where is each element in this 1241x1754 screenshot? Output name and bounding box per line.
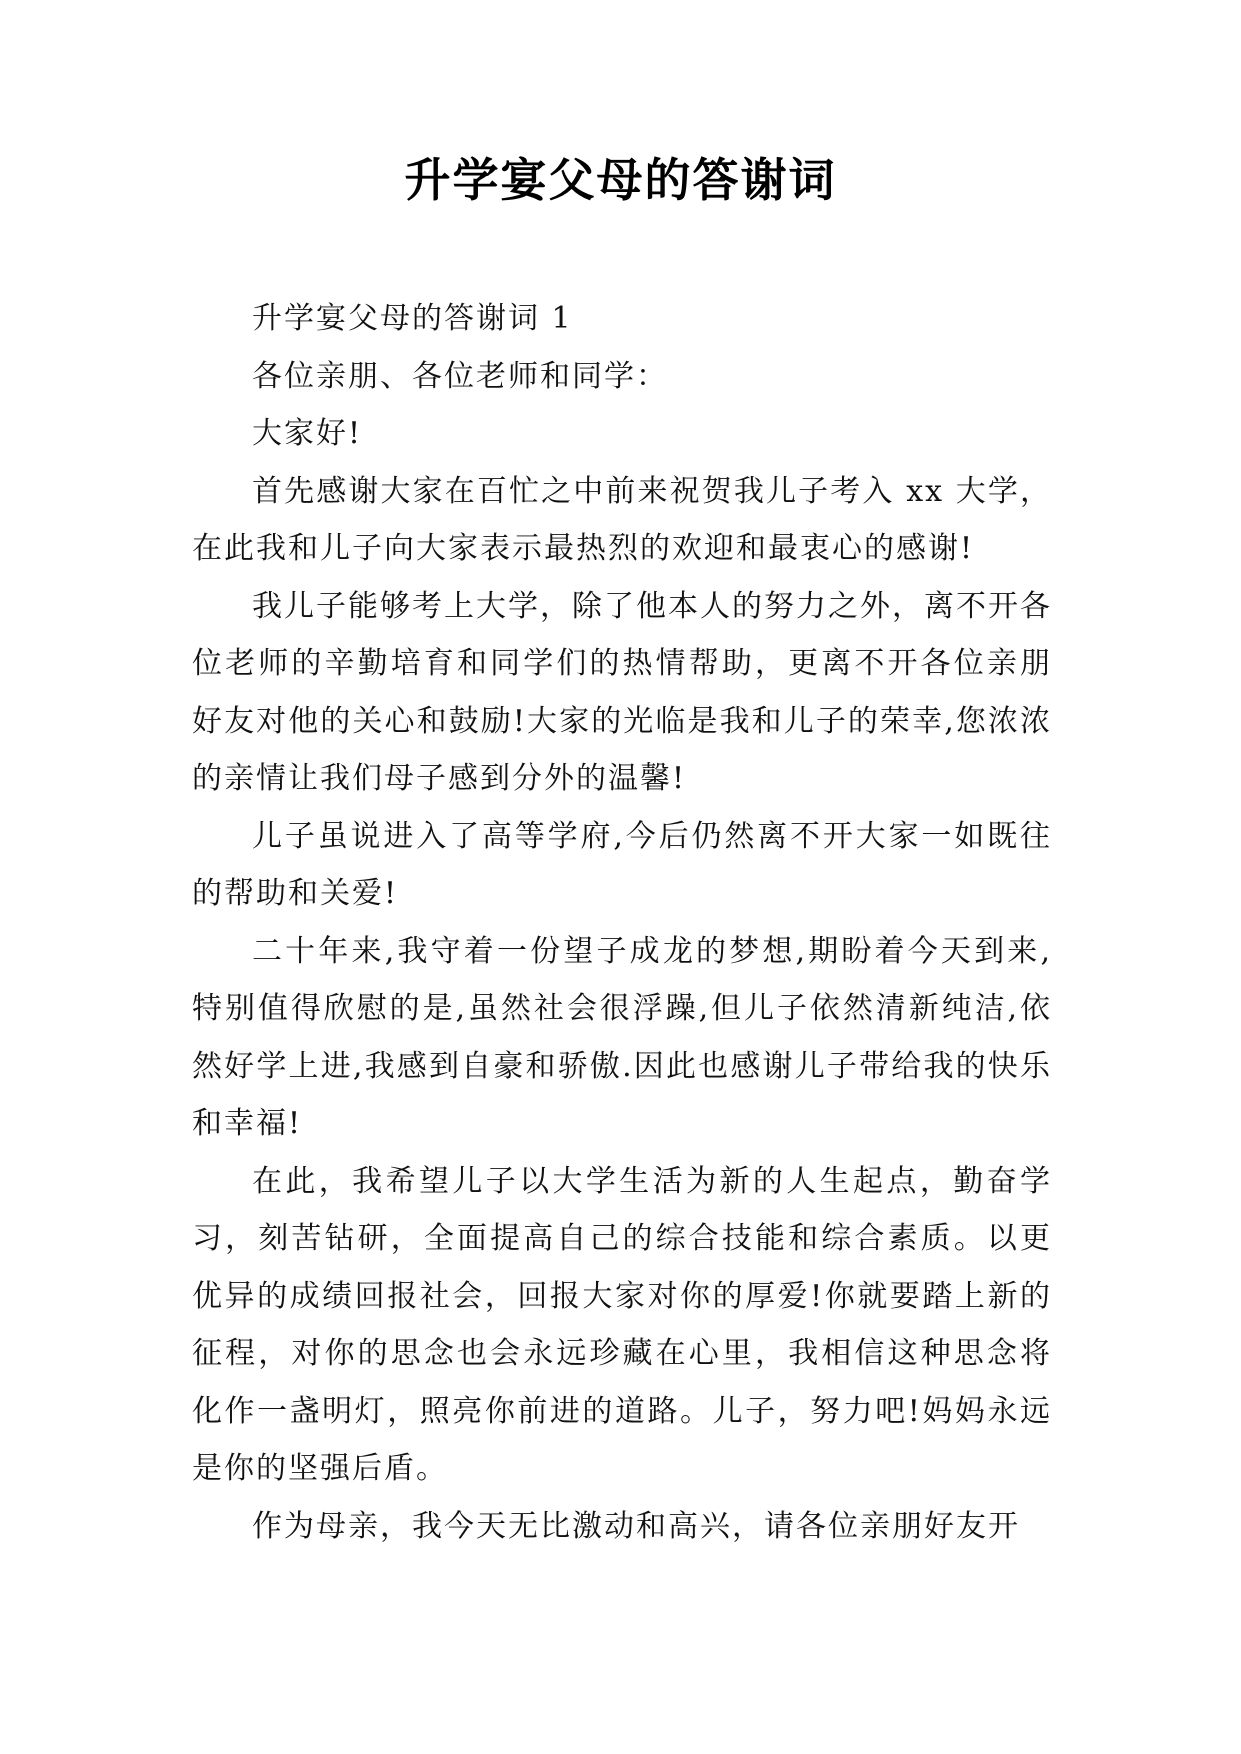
paragraph: 在此，我希望儿子以大学生活为新的人生起点，勤奋学习，刻苦钻研，全面提高自己的综合技能和综合素质。以更优异的成绩回报社会，回报大家对你的厚爱!你就要踏上新的征程，对你的思念也会永远珍藏在心里，我相信这种思念将化作一盏明灯，照亮你前进的道路。儿子，努力吧!妈妈永远是你的坚强后盾。 <box>192 1163 1052 1486</box>
paragraph: 二十年来,我守着一份望子成龙的梦想,期盼着今天到来,特别值得欣慰的是,虽然社会很浮躁,但儿子依然清新纯洁,依然好学上进,我感到自豪和骄傲.因此也感谢儿子带给我的快乐和幸福! <box>192 933 1052 1141</box>
paragraph: 我儿子能够考上大学，除了他本人的努力之外，离不开各位老师的辛勤培育和同学们的热情帮助，更离不开各位亲朋好友对他的关心和鼓励!大家的光临是我和儿子的荣幸,您浓浓的亲情让我们母子感到分外的温馨! <box>192 588 1052 796</box>
document-body <box>192 290 1052 1555</box>
paragraph-greeting: 大家好! <box>252 416 363 451</box>
document-title: 升学宴父母的答谢词 <box>404 153 837 207</box>
paragraph: 首先感谢大家在百忙之中前来祝贺我儿子考入 xx 大学，在此我和儿子向大家表示最热烈的欢迎和最衷心的感谢! <box>192 473 1052 566</box>
paragraph: 作为母亲，我今天无比激动和高兴，请各位亲朋好友开 <box>252 1508 1020 1544</box>
paragraph: 儿子虽说进入了高等学府,今后仍然离不开大家一如既往的帮助和关爱! <box>192 818 1052 911</box>
paragraph-salutation: 各位亲朋、各位老师和同学： <box>252 358 668 394</box>
paragraph-heading: 升学宴父母的答谢词 1 <box>252 301 573 336</box>
